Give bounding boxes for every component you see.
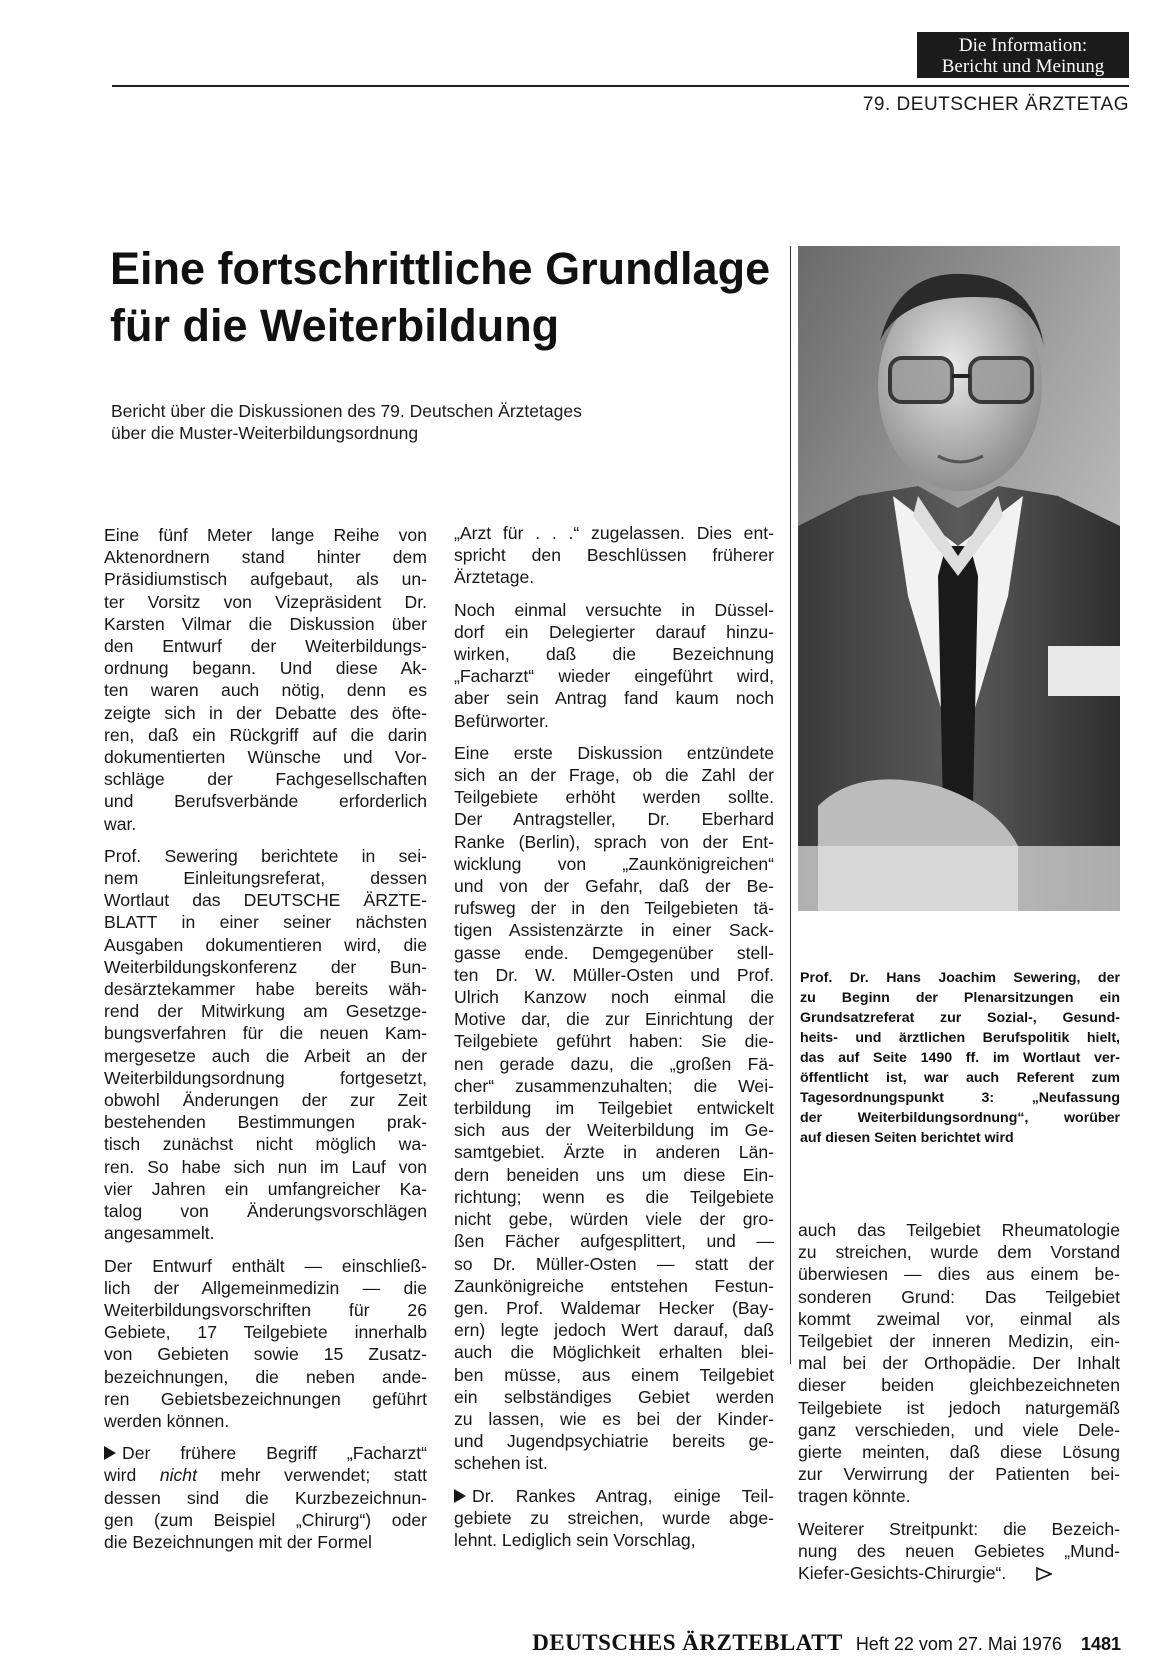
journal-name: DEUTSCHES ÄRZTEBLATT [532,1630,843,1655]
text-line: Teilgebiete geführt haben: Sie die- [454,1031,774,1052]
text-line: Eine erste Diskussion entzündete [454,742,774,763]
col2-paragraph-3 [454,742,774,1475]
text-line: Prof. Sewering berichtete in sei- [104,845,427,866]
text-line: ten Dr. W. Müller-Osten und Prof. [454,964,774,985]
paragraph-arrow-icon [104,1446,116,1460]
text-line: so Dr. Müller-Osten — statt der [454,1253,774,1274]
col1-paragraph-2 [104,845,427,1245]
text-line: zu streichen, wurde dem Vorstand [798,1242,1120,1263]
text-line: tigen Assistenzärzte in einer Sack- [454,920,774,941]
text-line: Teilgebiete ist jedoch naturgemäß [798,1397,1120,1418]
continued-arrow-icon [1036,1567,1052,1581]
text-line: lehnt. Lediglich sein Vorschlag, [454,1529,696,1550]
text-line: sich an der Frage, ob die Zahl der [454,765,774,786]
text-line: bezeichnungen, die neben ande- [104,1366,427,1387]
text-line: Befürworter. [454,710,549,731]
article-title [110,240,810,354]
text-line: auch die Möglichkeit erhalten blei- [454,1342,774,1363]
text-line: dorf ein Delegierter darauf hinzu- [454,621,774,642]
text-line: Ulrich Kanzow noch einmal die [454,987,774,1008]
text-line: Motive dar, die zur Einrichtung der [454,1009,774,1030]
section-badge [917,32,1129,78]
text-line: Zaunkönigreiche entstehen Festun- [454,1275,774,1296]
text-line: Ranke (Berlin), sprach von der Ent- [454,831,774,852]
text-line: zu lassen, wie es bei der Kinder- [454,1408,774,1429]
text-line: und von der Gefahr, daß der Be- [454,876,774,897]
text-line: Ausgaben dokumentieren wird, die [104,934,427,955]
text-line: gebiete zu streichen, wurde abge- [454,1507,774,1528]
section-label: 79. DEUTSCHER ÄRZTETAG [862,94,1129,115]
text-line: ganz verschieden, und viele Dele- [798,1419,1120,1440]
text-line: terbildung im Teilgebiet entwickelt [454,1098,774,1119]
col1-paragraph-3 [104,1255,427,1433]
text-line: ren Gebietsbezeichnungen geführt [104,1388,427,1409]
col2-paragraph-1 [454,522,774,589]
text-line: sich aus der Weiterbildung im Ge- [454,1120,774,1141]
text-line: samtgebiet. Ärzte in anderen Län- [454,1142,774,1163]
title-line-1: Eine fortschrittliche Grundlage [110,243,771,294]
caption-line: heits- und ärztlichen Berufspolitik hielt, [800,1030,1120,1046]
text-line: Aktenordnern stand hinter dem [104,547,427,568]
text-line: talog von Änderungsvorschlägen [104,1201,427,1222]
text-line: gen (zum Beispiel „Chirurg“) oder [104,1509,427,1530]
text-line: dessen sind die Kurzbezeichnun- [104,1487,427,1508]
text-line: kommt zweimal vor, einmal als [798,1308,1120,1329]
text-line: und Jugendpsychiatrie bereits ge- [454,1431,774,1452]
caption-line: der Weiterbildungsordnung“, worüber [800,1110,1120,1126]
text-line: Eine fünf Meter lange Reihe von [104,525,427,545]
text-line: obwohl Änderungen der zur Zeit [104,1090,427,1111]
text-line: ein selbständiges Gebiet werden [454,1386,774,1407]
badge-line-1: Die Information: [958,35,1088,56]
text-line: schehen ist. [454,1453,548,1474]
portrait-photo [798,246,1120,911]
text-line: Präsidiumstisch aufgebaut, als un- [104,569,427,590]
text-line: vier Jahren ein umfangreicher Ka- [104,1178,427,1199]
text-line: ern) legte jedoch Wert darauf, daß [454,1320,774,1341]
text-line: auch das Teilgebiet Rheumatologie [798,1220,1120,1240]
text-line: rufsweg der in den Teilgebieten tä- [454,898,774,919]
text-line: sonderen Grund: Das Teilgebiet [798,1286,1120,1307]
text-line: ren, daß ein Rückgriff auf die darin [104,724,427,745]
text-line: Weiterbildungskonferenz der Bun- [104,956,427,977]
col3-p2-lines [798,1518,1120,1562]
text-line: Karsten Vilmar die Diskussion über [104,613,427,634]
text-line: schläge der Fachgesellschaften [104,769,427,790]
column-1 [104,524,427,1553]
text-line: tragen könnte. [798,1486,911,1507]
text-line: den Entwurf der Weiterbildungs- [104,636,427,657]
text-line: von Gebieten sowie 15 Zusatz- [104,1344,427,1365]
text-line: ten waren auch nötig, denn es [104,680,427,701]
caption-line: Prof. Dr. Hans Joachim Sewering, der [800,970,1120,986]
col1-paragraph-4 [104,1442,427,1553]
text-line: wicklung von „Zaunkönigreichen“ [454,853,774,874]
page-number: 1481 [1080,1634,1121,1654]
text-line: tisch zunächst nicht möglich wa- [104,1134,427,1155]
text-line: nen gerade dazu, die „großen Fä- [454,1053,774,1074]
text-line: richtung; wenn es die Teilgebiete [454,1186,774,1207]
caption-line: Tagesordnungspunkt 3: „Neufassung [800,1090,1120,1106]
caption-line: zu Beginn der Plenarsitzungen ein [800,990,1120,1006]
text-line: wirken, daß die Bezeichnung [454,644,774,665]
col2-p4-rest [454,1507,774,1551]
caption-line: auf diesen Seiten berichtet wird [800,1130,1014,1146]
text-line: Weiterbildungsordnung fortgesetzt, [104,1067,427,1088]
text-line: Wortlaut das DEUTSCHE ÄRZTE- [104,890,427,911]
text-line: gierte meinten, daß diese Lösung [798,1442,1120,1463]
caption-line: Grundsatzreferat zur Sozial-, Gesund- [800,1010,1120,1026]
text-line: die Bezeichnungen mit der Formel [104,1531,372,1552]
text-line: „Arzt für . . .“ zugelassen. Dies ent- [454,523,774,543]
issue-info: Heft 22 vom 27. Mai 1976 [855,1634,1062,1654]
col1-p4-rest [104,1487,427,1554]
col1-paragraph-1 [104,524,427,835]
text-line: Teilgebiet der inneren Medizin, ein- [798,1331,1120,1352]
article-subtitle [111,400,771,444]
text-line: war. [104,813,137,834]
col2-p4-line-1: Dr. Rankes Antrag, einige Teil- [454,1485,774,1507]
text-line: nung des neuen Gebietes „Mund- [798,1540,1120,1561]
text-line: Der Entwurf enthält — einschließ- [104,1255,427,1276]
text-line: Noch einmal versuchte in Düssel- [454,599,774,620]
column-2 [454,522,774,1551]
photo-caption [800,968,1120,1148]
col1-p4-line-1: Der frühere Begriff „Facharzt“ [104,1442,427,1464]
text-line: „Facharzt“ wieder eingeführt wird, [454,666,774,687]
text-line: mergesetze auch die Arbeit an der [104,1045,427,1066]
text-line: aber sein Antrag fand kaum noch [454,688,774,709]
text-line: dieser beiden gleichbezeichneten [798,1375,1120,1396]
text-line: und Berufsverbände erforderlich [104,791,427,812]
text-line: Weiterbildungsvorschriften für 26 [104,1299,427,1320]
text-line: nem Einleitungsreferat, dessen [104,868,427,889]
column-3 [798,1219,1120,1584]
text-line: Gebiete, 17 Teilgebiete innerhalb [104,1322,427,1343]
col2-paragraph-2 [454,599,774,732]
text-line: werden können. [104,1410,230,1431]
text-line: mal bei der Orthopädie. Der Inhalt [798,1353,1120,1374]
text-line: Der Antragsteller, Dr. Eberhard [454,809,774,830]
text-line: überwiesen — dies aus einem be- [798,1264,1120,1285]
text-line: spricht den Beschlüssen früherer [454,545,774,566]
subtitle-line-2: über die Muster-Weiterbildungsordnung [111,423,419,443]
text-line: bungsverfahren für die neuen Kam- [104,1023,427,1044]
text-line: zur Verwirrung der Patienten bei- [798,1464,1120,1485]
col3-paragraph-2 [798,1518,1120,1585]
text-line: dokumentierten Wünsche und Vor- [104,747,427,768]
caption-line: öffentlicht ist, war auch Referent zum [800,1070,1120,1086]
caption-line: das auf Seite 1490 ff. im Wortlaut ver- [800,1050,1120,1066]
text-line: Ärztetage. [454,567,535,588]
text-line: ordnung begann. Und diese Ak- [104,658,427,679]
text-line: ter Vorsitz von Vizepräsident Dr. [104,591,427,612]
text-line: dern beneiden uns um diese Ein- [454,1164,774,1185]
title-line-2: für die Weiterbildung [110,300,560,351]
text-line: nicht gebe, würden viele der gro- [454,1209,774,1230]
text-line: lich der Allgemeinmedizin — die [104,1277,427,1298]
col3-paragraph-1 [798,1219,1120,1508]
text-line: gen. Prof. Waldemar Hecker (Bay- [454,1297,774,1318]
text-line: bestehenden Bestimmungen prak- [104,1112,427,1133]
col1-p4-line-2: wird nicht mehr verwendet; statt [104,1465,427,1486]
text-line: Teilgebiete erhöht werden sollte. [454,787,774,808]
text-line: BLATT in einer seiner nächsten [104,912,427,933]
header-rule [112,85,1129,87]
text-line: ßen Fächer aufgesplittert, und — [454,1231,774,1252]
text-line: zeigte sich in der Debatte des öfte- [104,702,427,723]
badge-line-2: Bericht und Meinung [941,56,1105,77]
text-line: angesammelt. [104,1223,215,1244]
text-line: rend der Mitwirkung am Gesetzge- [104,1001,427,1022]
column-divider [790,246,791,1364]
text-line: desärztekammer habe bereits wäh- [104,979,427,1000]
col3-p2-last-line: Kiefer-Gesichts-Chirurgie“. [798,1562,1120,1584]
col2-paragraph-4 [454,1485,774,1552]
text-line: gasse ende. Demgegenüber stell- [454,942,774,963]
portrait-illustration [798,246,1120,911]
subtitle-line-1: Bericht über die Diskussionen des 79. Deutschen Ärztetages [111,401,582,421]
text-line: Weiterer Streitpunkt: die Bezeich- [798,1518,1120,1539]
text-line: cher“ zusammenzuhalten; die Wei- [454,1075,774,1096]
page-footer [532,1630,1121,1656]
text-line: ben müsse, aus einem Teilgebiet [454,1364,774,1385]
text-line: ren. So habe sich nun im Lauf von [104,1156,427,1177]
paragraph-arrow-icon [454,1489,466,1503]
